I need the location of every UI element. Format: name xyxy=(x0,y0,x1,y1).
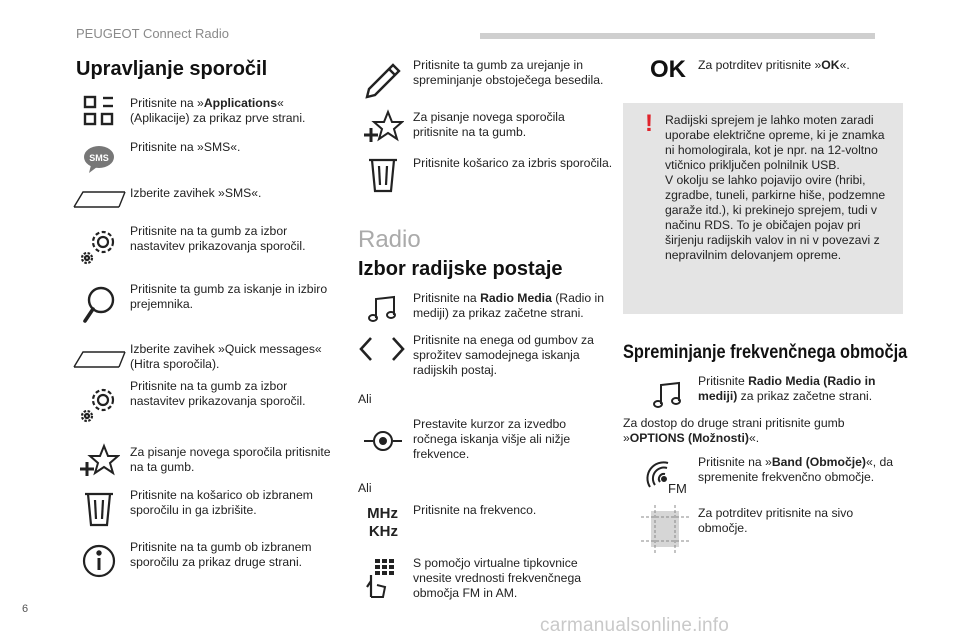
music-note-icon xyxy=(645,372,691,418)
band-item-1-text: Pritisnite Radio Media (Radio in mediji) za prikaz začetne strani. xyxy=(698,374,876,403)
arrows-left-right-icon xyxy=(356,326,408,372)
mid-item-delete-text: Pritisnite košarico za izbris sporočila. xyxy=(413,156,613,170)
left-item-7-text: Pritisnite na ta gumb za izbor nastavitev prikazovanja sporočil. xyxy=(130,379,306,408)
svg-text:SMS: SMS xyxy=(89,153,109,163)
band-item-3-text: Za potrditev pritisnite na sivo območje. xyxy=(698,506,854,535)
tab-icon xyxy=(72,176,128,222)
pencil-icon xyxy=(360,58,406,104)
left-item-1-text: Pritisnite na »Applications« (Aplikacije) za prikaz prve strani. xyxy=(130,96,306,125)
ali-label: Ali xyxy=(358,481,372,495)
ok-icon: OK xyxy=(650,56,686,83)
fm-label: FM xyxy=(668,481,687,496)
star-plus-icon xyxy=(76,438,122,484)
ali-label: Ali xyxy=(358,392,372,406)
trash-icon xyxy=(76,486,122,532)
warning-note-text: Radijski sprejem je lahko moten zaradi uporabe električne opreme, ki je znamka ni homologirala, kot je npr. na 12-voltno vtičnico priključen polnilnik USB. V okolju se lahko pojavijo ovire (hribi, zgradbe, tuneli, parkirne hiše, podzemne garaže itd.), ki prekinejo sprejem, tudi v načinu RDS. To je običajen pojav pri širjenju radijskih valov in ni v povezavi z nepravilnim delovanjem opreme. xyxy=(665,113,886,262)
left-item-4-text: Pritisnite na ta gumb za izbor nastavitev prikazovanja sporočil. xyxy=(130,224,306,253)
radio-title: Radio xyxy=(358,226,421,253)
mhz-label: MHz xyxy=(367,505,398,522)
mhz-khz-icon xyxy=(366,505,398,541)
left-item-9-text: Pritisnite na košarico ob izbranem sporočilu in ga izbrišite. xyxy=(130,488,313,517)
info-icon xyxy=(76,538,122,584)
gears-icon xyxy=(76,380,122,426)
mid-item-arrows-text: Pritisnite na enega od gumbov za sprožitev samodejnega iskanja radijskih postaj. xyxy=(413,333,594,377)
grey-area-icon xyxy=(641,504,689,554)
mid-item-keypad-text: S pomočjo virtualne tipkovnice vnesite vrednosti frekvenčnega območja FM in AM. xyxy=(413,556,582,600)
applications-grid-icon xyxy=(76,88,122,134)
mid-item-edit-text: Pritisnite ta gumb za urejanje in spreminjanje obstoječega besedila. xyxy=(413,58,604,87)
gears-icon xyxy=(76,222,122,268)
left-item-2-text: Pritisnite na »SMS«. xyxy=(130,140,241,154)
keypad-hand-icon xyxy=(360,556,406,602)
left-item-10-text: Pritisnite na ta gumb ob izbranem sporočilu za prikaz druge strani. xyxy=(130,540,312,569)
mid-item-radio-text: Pritisnite na Radio Media (Radio in mediji) za prikaz začetne strani. xyxy=(413,291,605,320)
section-heading-messages: Upravljanje sporočil xyxy=(76,58,268,80)
options-text: Za dostop do druge strani pritisnite gumb »OPTIONS (Možnosti)«. xyxy=(623,416,845,445)
star-plus-icon xyxy=(360,104,406,150)
left-item-3-text: Izberite zavihek »SMS«. xyxy=(130,186,262,200)
cursor-slider-icon xyxy=(360,418,406,464)
left-item-5-text: Pritisnite ta gumb za iskanje in izbiro prejemnika. xyxy=(130,282,328,311)
radio-fm-icon xyxy=(643,454,689,500)
mid-item-cursor-text: Prestavite kurzor za izvedbo ročnega iskanja višje ali nižje frekvence. xyxy=(413,417,571,461)
mid-item-new-text: Za pisanje novega sporočila pritisnite na ta gumb. xyxy=(413,110,565,139)
search-icon xyxy=(76,282,122,328)
mid-item-freq-text: Pritisnite na frekvenco. xyxy=(413,503,537,517)
warning-exclamation-icon: ! xyxy=(645,110,653,137)
station-heading: Izbor radijske postaje xyxy=(358,258,563,280)
watermark: carmanualsonline.info xyxy=(540,615,730,636)
header-title: PEUGEOT Connect Radio xyxy=(76,26,229,41)
ok-text: Za potrditev pritisnite »OK«. xyxy=(698,58,850,72)
band-item-2-text: Pritisnite na »Band (Območje)«, da spremenite frekvenčno območje. xyxy=(698,455,894,484)
left-item-8-text: Za pisanje novega sporočila pritisnite na ta gumb. xyxy=(130,445,331,474)
trash-icon xyxy=(360,152,406,198)
left-item-6-text: Izberite zavihek »Quick messages« (Hitra sporočila). xyxy=(130,342,322,371)
band-heading: Spreminjanje frekvenčnega območja xyxy=(623,342,908,363)
header-bar xyxy=(480,33,875,39)
tab-icon xyxy=(72,336,128,382)
page-number: 6 xyxy=(22,603,29,615)
khz-label: KHz xyxy=(368,523,398,540)
